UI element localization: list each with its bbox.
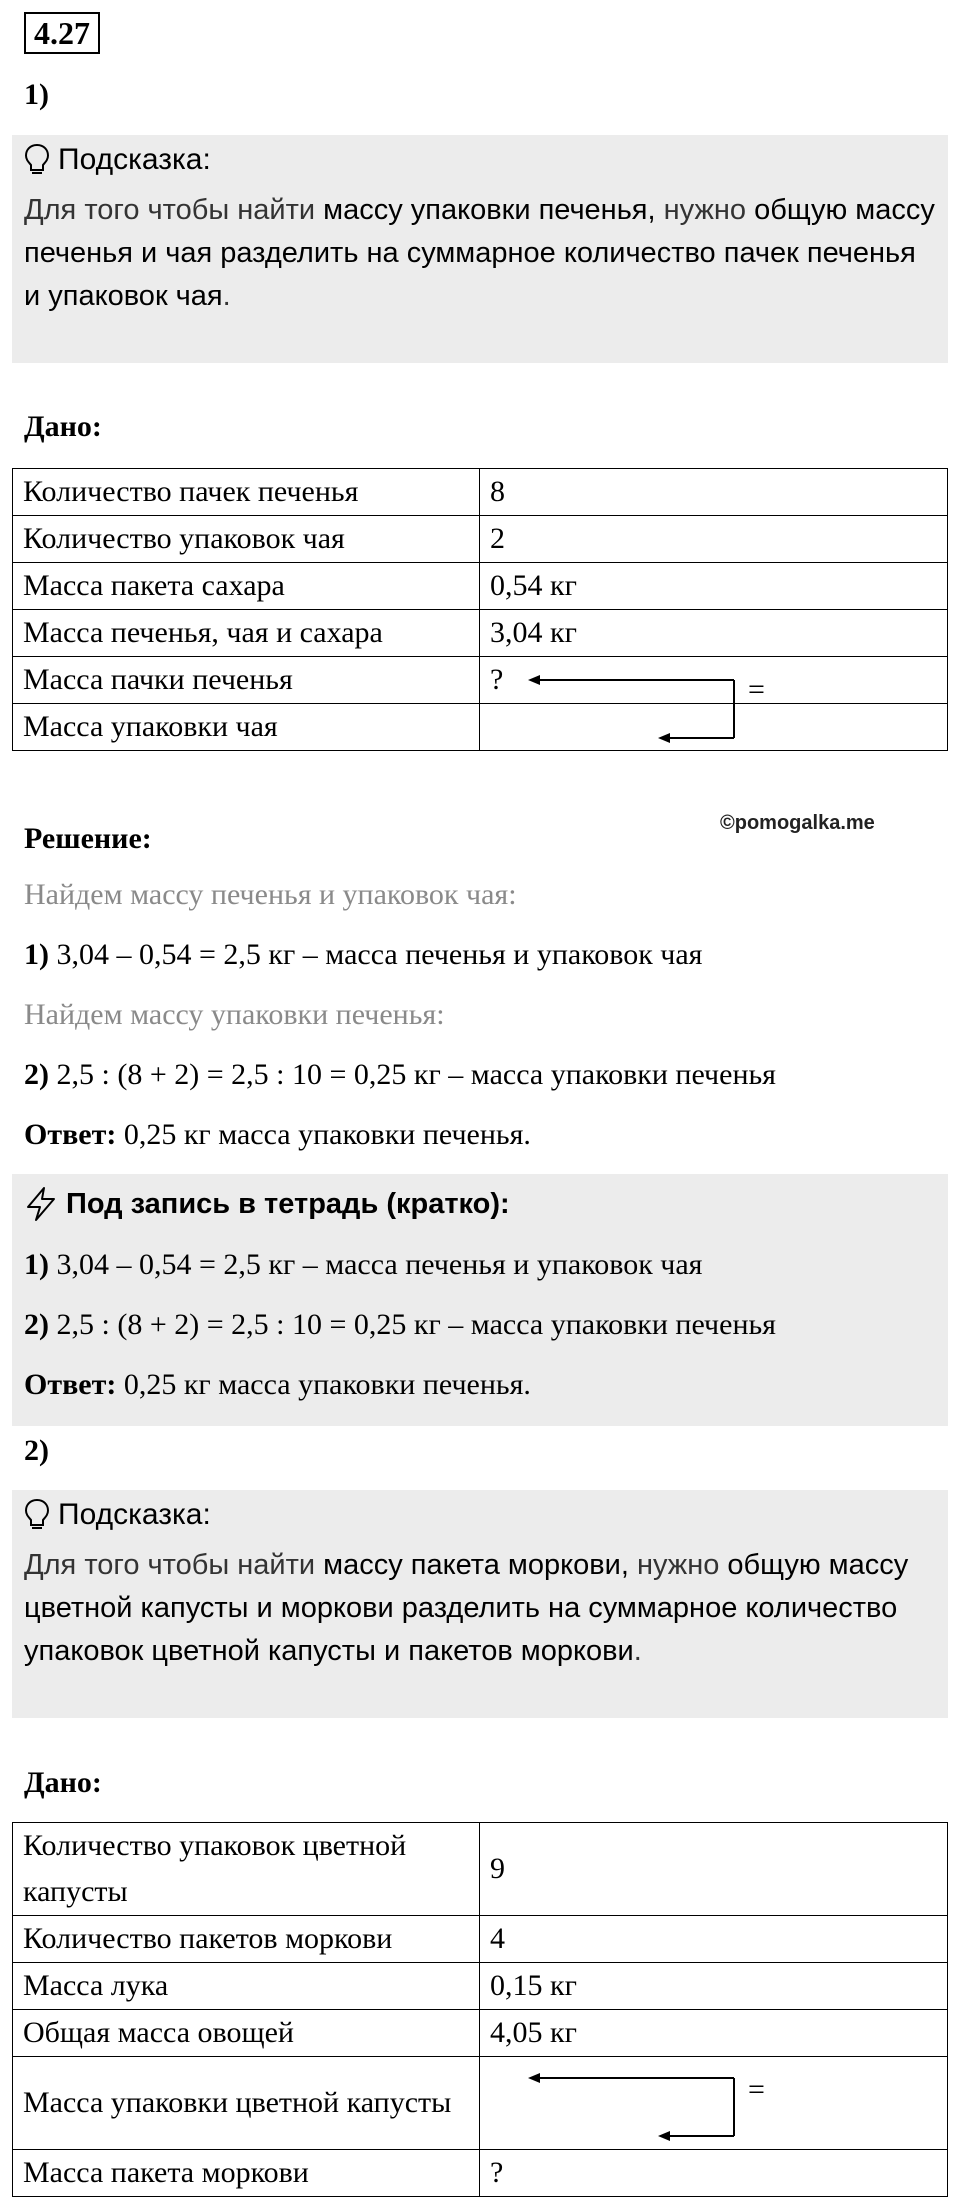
answer-text: 0,25 кг масса упаковки печенья. [116,1118,531,1151]
table-cell-value: 0,54 кг [480,563,948,610]
hint-span: общую массу цветной капусты и моркови разделить на суммарное количество упаковок цветной капусты и пакетов моркови [24,1549,909,1667]
lightbulb-icon [24,1498,50,1532]
notebook-box [12,1174,948,1426]
equals-sign: = [748,2073,765,2106]
table-row [13,2057,948,2150]
step-text: 2,5 : (8 + 2) = 2,5 : 10 = 0,25 кг – масса упаковки печенья [49,1058,776,1091]
notebook-line [24,1248,702,1282]
hint-span: . [633,1635,642,1667]
table-cell-name: Количество упаковок чая [13,516,480,563]
bracket-arrow-1 [520,668,750,748]
lightbulb-icon [24,143,50,177]
step-text: 3,04 – 0,54 = 2,5 кг – масса печенья и упаковок чая [49,1248,703,1281]
table-cell-value: 0,15 кг [480,1963,948,2010]
table-row [13,563,948,610]
table-cell-name: Масса лука [13,1963,480,2010]
hint-span: Для того чтобы найти [24,194,324,226]
watermark: ©pomogalka.me [720,812,875,834]
table-row [13,2010,948,2057]
step-number: 2) [24,1308,49,1341]
table-row [13,1916,948,1963]
hint-span: . [222,280,231,312]
hint-title-2 [24,1498,211,1532]
table-row [13,1963,948,2010]
table-cell-value: 9 [480,1823,948,1916]
table-row [13,516,948,563]
table-cell-name: Масса печенья, чая и сахара [13,610,480,657]
part-1-label: 1) [24,78,49,111]
table-cell-value: ? [480,2150,948,2197]
table-row [13,657,948,704]
table-row [13,1823,948,1916]
table-cell-name: Масса пакета сахара [13,563,480,610]
equals-sign: = [748,673,765,706]
hint-box-1 [12,135,948,363]
bracket-arrow-2 [520,2066,750,2146]
solution-comment: Найдем массу печенья и упаковок чая: [24,878,517,911]
solution-label: Решение: [24,822,152,855]
table-cell-value: 4,05 кг [480,2010,948,2057]
answer-label: Ответ: [24,1118,117,1151]
step-text: 2,5 : (8 + 2) = 2,5 : 10 = 0,25 кг – масса упаковки печенья [49,1308,776,1341]
hint-span: нужно [655,194,755,226]
given-label-2: Дано: [24,1766,102,1799]
notebook-title-text: Под запись в тетрадь (кратко): [66,1187,510,1220]
table-cell-name: Количество пакетов моркови [13,1916,480,1963]
hint-title-text: Подсказка: [58,1498,211,1531]
hint-span: общую массу печенья и чая разделить на суммарное количество пачек печенья и упаковок чая [24,194,935,312]
hint-span: Для того чтобы найти [24,1549,324,1581]
hint-text-1 [24,189,936,318]
solution-answer [24,1118,531,1152]
given-table-1 [12,468,948,751]
table-cell-name: Масса пачки печенья [13,657,480,704]
table-row [13,610,948,657]
hint-text-2 [24,1544,936,1673]
step-number: 1) [24,938,49,971]
notebook-title [24,1186,510,1222]
table-cell-name: Масса пакета моркови [13,2150,480,2197]
answer-text: 0,25 кг масса упаковки печенья. [116,1368,531,1401]
step-number: 1) [24,1248,49,1281]
table-cell-name: Масса упаковки чая [13,704,480,751]
solution-step [24,1058,776,1092]
given-table-2 [12,1822,948,2197]
hint-span: массу пакета моркови, [323,1549,629,1581]
table-cell-value: 8 [480,469,948,516]
notebook-line [24,1308,776,1342]
hint-span: массу упаковки печенья, [323,194,656,226]
table-cell-value: 3,04 кг [480,610,948,657]
table-cell-value: 2 [480,516,948,563]
task-number: 4.27 [24,12,100,54]
table-cell-name: Общая масса овощей [13,2010,480,2057]
table-row [13,704,948,751]
lightning-icon [24,1186,58,1222]
step-text: 3,04 – 0,54 = 2,5 кг – масса печенья и упаковок чая [49,938,703,971]
solution-step [24,938,702,972]
hint-title-1 [24,143,211,177]
notebook-line [24,1368,531,1402]
table-cell-name: Количество пачек печенья [13,469,480,516]
table-row [13,2150,948,2197]
hint-span: нужно [628,1549,728,1581]
answer-label: Ответ: [24,1368,117,1401]
table-cell-value-text: ? [490,663,504,696]
table-cell-value: 4 [480,1916,948,1963]
hint-title-text: Подсказка: [58,143,211,176]
hint-box-2 [12,1490,948,1718]
solution-comment: Найдем массу упаковки печенья: [24,998,445,1031]
step-number: 2) [24,1058,49,1091]
table-row [13,469,948,516]
table-cell-name: Количество упаковок цветной капусты [13,1823,480,1916]
part-2-label: 2) [24,1434,49,1467]
table-cell-name: Масса упаковки цветной капусты [13,2057,480,2150]
given-label-1: Дано: [24,410,102,443]
